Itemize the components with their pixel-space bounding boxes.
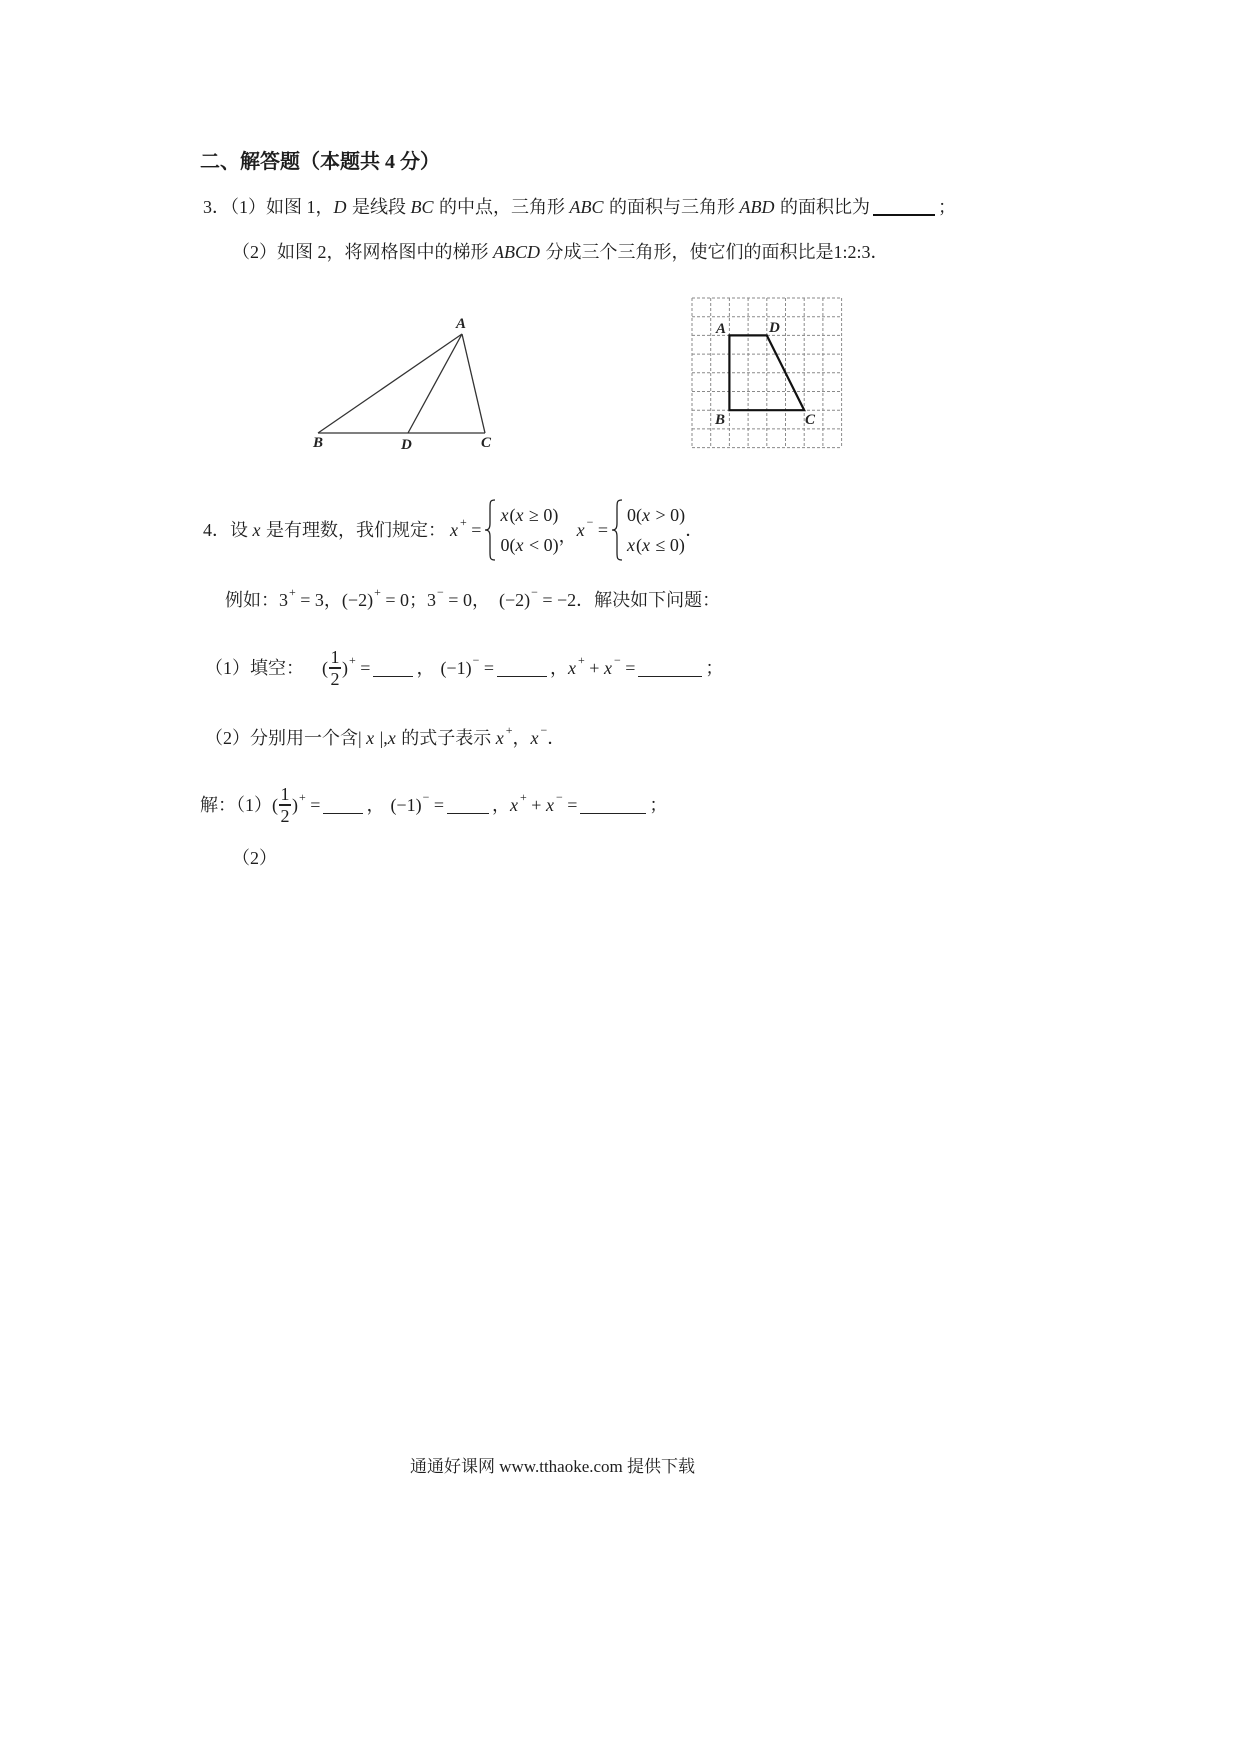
case-text: 0( — [500, 535, 516, 555]
express-text: （2）分别用一个含| — [205, 728, 367, 748]
q3-part2-text: 分成三个三角形，使它们的面积比是 — [541, 242, 834, 262]
figure-1-triangle — [305, 305, 505, 460]
example-text: 例如：3 — [225, 590, 288, 610]
paren-open: ( — [322, 658, 328, 678]
express-sup: − — [540, 723, 548, 737]
fraction-half — [329, 647, 341, 688]
express-x: x — [366, 728, 375, 748]
x-minus-cases — [627, 500, 685, 560]
half-eq: = — [355, 658, 371, 678]
case-row — [627, 530, 685, 560]
triangle-abc: ABC — [569, 197, 604, 217]
label-b: B — [313, 435, 324, 451]
label-d: D — [401, 437, 412, 453]
neg-one-base: (−1) — [390, 795, 422, 815]
trapezoid-abcd: ABCD — [493, 242, 540, 262]
q3-part1-text: 3．（1）如图 1， — [203, 197, 334, 217]
answer-part1 — [200, 780, 667, 830]
x-minus-eq: = — [593, 520, 609, 540]
sum-x1: x — [568, 658, 577, 678]
q3-part2 — [232, 240, 889, 264]
label-c: C — [481, 435, 492, 451]
example-sup: − — [531, 585, 538, 599]
case-text: x — [642, 535, 651, 555]
x-plus-eq: = — [466, 520, 482, 540]
q3-part2-end: ． — [870, 242, 889, 262]
definition-period: ． — [685, 520, 704, 540]
neg-one-sup: − — [422, 790, 430, 804]
case-text: x — [642, 505, 651, 525]
segment-ac-line — [462, 334, 485, 433]
sum-sup1: + — [578, 653, 585, 667]
point-d: D — [333, 197, 347, 217]
neg-one-base: (−1) — [440, 658, 472, 678]
case-text: x — [515, 505, 524, 525]
figure-2-grid-trapezoid — [685, 291, 850, 457]
x-plus-sup: + — [460, 515, 467, 529]
fraction-numerator: 1 — [330, 647, 340, 668]
case-text: ≥ 0) — [524, 505, 559, 525]
example-text: = 0， (−2) — [443, 590, 531, 610]
case-text: < 0) — [524, 535, 559, 555]
answer-blank — [447, 799, 489, 814]
q4-example — [225, 585, 721, 612]
q3-part1-text: 的面积与三角形 — [604, 197, 740, 217]
separator: ， — [550, 658, 569, 678]
x-minus-base: x — [576, 520, 585, 540]
paren-close: ) — [342, 658, 348, 678]
answer-blank — [580, 799, 646, 814]
label-d: D — [769, 320, 780, 336]
case-row — [500, 530, 558, 560]
fill-end: ； — [705, 658, 724, 678]
example-text: = 3，(−2) — [295, 590, 374, 610]
sum-sup2: − — [555, 790, 563, 804]
sum-sup1: + — [520, 790, 527, 804]
sum-x2: x — [545, 795, 554, 815]
q4-intro-text: 是有理数，我们规定： — [261, 520, 446, 540]
brace-minus — [611, 499, 623, 561]
fill-label: （1）填空： — [205, 658, 304, 678]
paren-open: ( — [272, 795, 278, 815]
sum-eq: = — [562, 795, 578, 815]
segment-ab-line — [318, 334, 462, 433]
sum-x1: x — [510, 795, 519, 815]
separator: ， — [366, 795, 385, 815]
example-text: = −2．解决如下问题： — [537, 590, 721, 610]
answer-part2: （2） — [232, 848, 277, 868]
case-text: ( — [636, 535, 643, 555]
express-text: ． — [547, 728, 566, 748]
q4-definition — [203, 498, 703, 562]
neg-one-eq: = — [479, 658, 495, 678]
label-a: A — [716, 321, 727, 337]
q4-express — [205, 723, 566, 750]
case-text: ≤ 0) — [651, 535, 685, 555]
variable-x: x — [252, 520, 261, 540]
neg-one-sup: − — [472, 653, 480, 667]
sum-plus: + — [526, 795, 546, 815]
q3-part1-text: 是线段 — [347, 197, 411, 217]
case-text: x — [627, 535, 636, 555]
triangle-abd: ABD — [739, 197, 775, 217]
case-text: > 0) — [651, 505, 686, 525]
express-text: 的式子表示 — [396, 728, 496, 748]
label-c: C — [805, 412, 816, 428]
segment-bc: BC — [410, 197, 434, 217]
q3-part1-text: 的中点，三角形 — [434, 197, 570, 217]
x-minus-sup: − — [586, 515, 594, 529]
sum-sup2: − — [613, 653, 621, 667]
example-sup: + — [289, 585, 296, 599]
separator: ， — [416, 658, 435, 678]
q4-intro-text: 4．设 — [203, 520, 253, 540]
answer-label: 解：（1） — [200, 795, 272, 815]
label-a: A — [456, 316, 467, 332]
express-x: x — [387, 728, 396, 748]
q3-part2-text: （2）如图 2，将网格图中的梯形 — [232, 242, 493, 262]
x-plus-cases — [500, 500, 558, 560]
half-sup: + — [299, 790, 306, 804]
case-text: x — [515, 535, 524, 555]
example-sup: + — [374, 585, 381, 599]
q4-fill-in — [205, 643, 723, 693]
area-ratio: 1:2:3 — [833, 242, 871, 262]
answer-blank — [873, 200, 935, 216]
answer-end: ； — [649, 795, 668, 815]
q3-part1-end: ； — [938, 197, 957, 217]
answer-blank — [373, 662, 413, 677]
fraction-numerator: 1 — [280, 784, 290, 805]
segment-ad-line — [408, 334, 462, 433]
example-sup: − — [437, 585, 444, 599]
sum-eq: = — [620, 658, 636, 678]
fraction-half — [279, 784, 291, 825]
sum-plus: + — [584, 658, 604, 678]
express-text: |, — [375, 728, 388, 748]
x-plus-base: x — [450, 520, 458, 540]
q3-part1-text: 的面积比为 — [775, 197, 871, 217]
case-text: x — [500, 505, 509, 525]
example-text: = 0；3 — [380, 590, 437, 610]
answer-blank — [497, 662, 547, 677]
case-text: ( — [509, 505, 516, 525]
separator: ， — [492, 795, 511, 815]
express-x: x — [495, 728, 504, 748]
answer-blank — [638, 662, 702, 677]
express-x: x — [530, 728, 539, 748]
answer-blank — [323, 799, 363, 814]
half-eq: = — [305, 795, 321, 815]
label-b: B — [715, 412, 726, 428]
case-text: 0( — [627, 505, 643, 525]
page-footer: 通通好课网 www.tthaoke.com 提供下载 — [410, 1457, 696, 1476]
fraction-denominator: 2 — [280, 805, 290, 826]
express-text: ， — [512, 728, 531, 748]
q3-part1 — [203, 195, 956, 219]
paren-close: ) — [292, 795, 298, 815]
sum-x2: x — [603, 658, 612, 678]
neg-one-eq: = — [429, 795, 445, 815]
case-row — [627, 500, 685, 530]
half-sup: + — [349, 653, 356, 667]
section-heading: 二、解答题（本题共 4 分） — [200, 151, 440, 173]
fraction-denominator: 2 — [330, 668, 340, 689]
case-row — [500, 500, 558, 530]
express-sup: + — [505, 723, 513, 737]
brace-plus — [484, 499, 496, 561]
definition-comma: ， — [558, 526, 577, 546]
